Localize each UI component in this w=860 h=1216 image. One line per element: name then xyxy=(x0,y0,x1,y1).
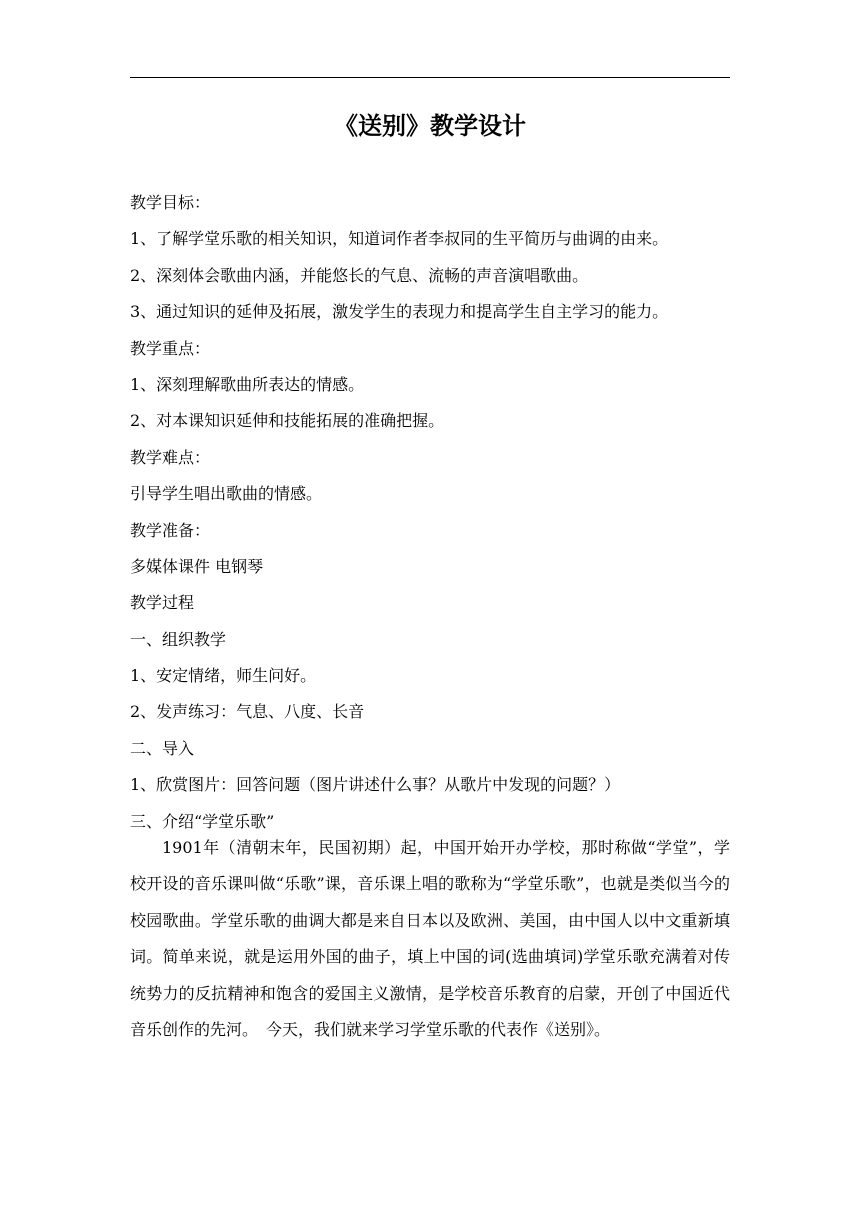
section-heading-process: 教学过程 xyxy=(130,593,195,613)
section-heading-key-points: 教学重点： xyxy=(130,338,211,358)
process-step-item: 2、发声练习：气息、八度、长音 xyxy=(130,702,365,722)
header-rule xyxy=(130,77,730,78)
objective-item: 1、了解学堂乐歌的相关知识，知道词作者李叔同的生平简历与曲调的由来。 xyxy=(130,229,669,249)
document-title: 《送别》教学设计 xyxy=(334,111,526,140)
section-heading-difficulties: 教学难点： xyxy=(130,447,211,467)
preparation-item: 多媒体课件 电钢琴 xyxy=(130,556,264,576)
section-heading-objectives: 教学目标： xyxy=(130,193,211,212)
process-step-heading: 一、组织教学 xyxy=(130,629,227,649)
process-step-item: 1、安定情绪，师生问好。 xyxy=(130,666,317,686)
intro-paragraph: 1901年（清朝末年，民国初期）起，中国开始开办学校，那时称做“学堂”，学校开设的音乐课叫做“乐歌”课，音乐课上唱的歌称为“学堂乐歌”，也就是类似当今的校园歌曲。学堂乐歌的曲调大都是来自日本以及欧洲、美国，由中国人以中文重新填词。简单来说，就是运用外国的曲子，填上中国的词(选曲填词)学堂乐歌充满着对传统势力的反抗精神和饱含的爱国主义激情，是学校音乐教育的启蒙，开创了中国近代音乐创作的先河。 今天，我们就来学习学堂乐歌的代表作《送别》。 xyxy=(130,838,730,1040)
objective-item: 3、通过知识的延伸及拓展，激发学生的表现力和提高学生自主学习的能力。 xyxy=(130,302,669,322)
process-step-heading: 三、介绍“学堂乐歌” xyxy=(130,811,275,831)
section-heading-preparation: 教学准备： xyxy=(130,520,211,540)
process-step-heading: 二、导入 xyxy=(130,738,195,758)
objective-item: 2、深刻体会歌曲内涵，并能悠长的气息、流畅的声音演唱歌曲。 xyxy=(130,265,589,285)
key-point-item: 1、深刻理解歌曲所表达的情感。 xyxy=(130,374,365,394)
key-point-item: 2、对本课知识延伸和技能拓展的准确把握。 xyxy=(130,411,445,431)
process-step-item: 1、欣赏图片：回答问题（图片讲述什么事？从歌片中发现的问题？） xyxy=(130,775,621,795)
document-body xyxy=(130,185,730,840)
difficulty-item: 引导学生唱出歌曲的情感。 xyxy=(130,484,323,504)
